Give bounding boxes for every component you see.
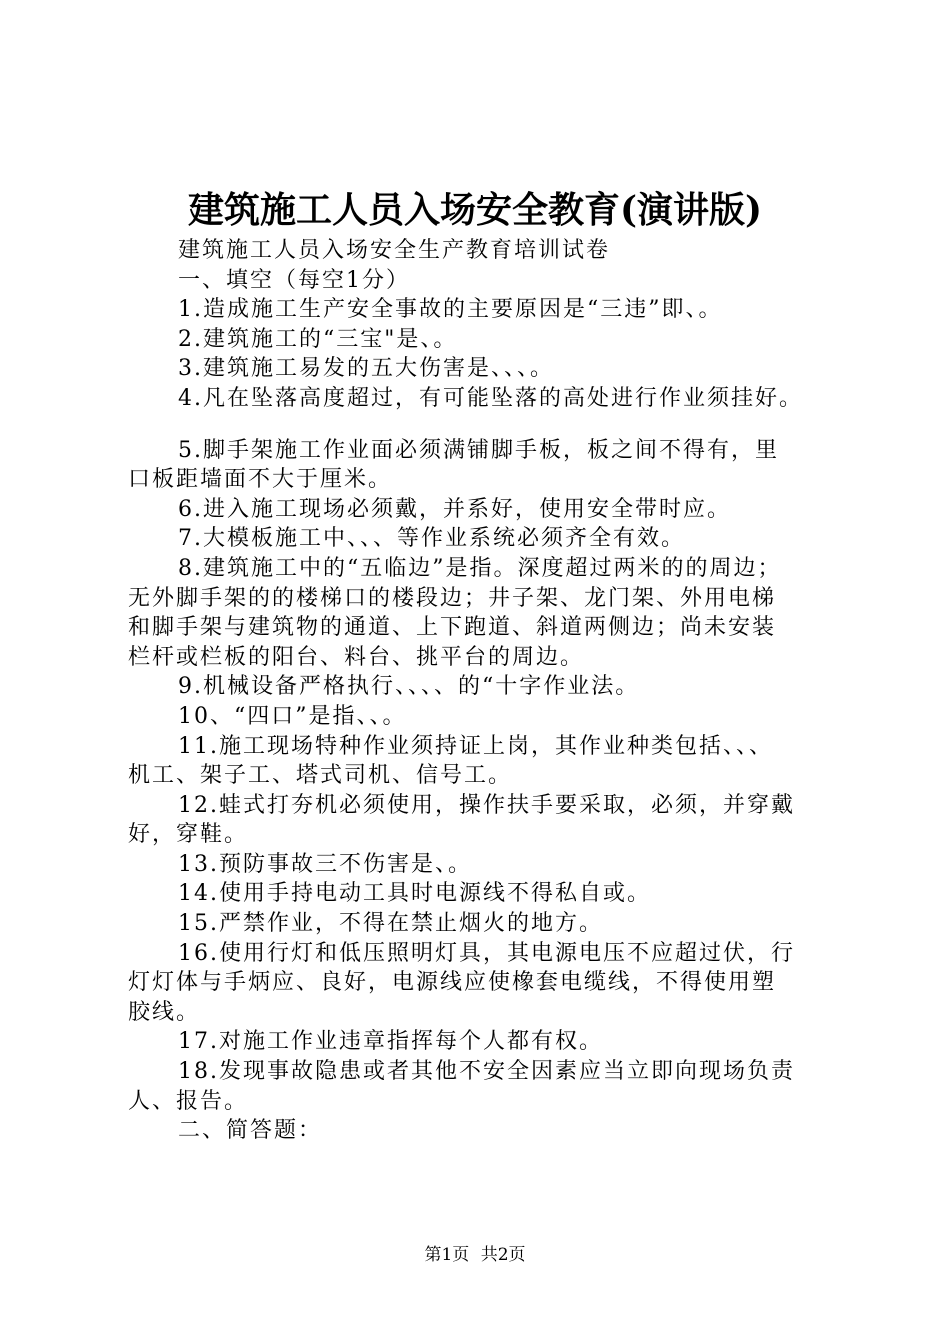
question-16-cont-1: 灯灯体与手炳应、良好，电源线应使橡套电缆线，不得使用塑	[128, 970, 777, 996]
page-footer	[0, 1243, 950, 1267]
question-11-cont: 机工、架子工、塔式司机、信号工。	[128, 763, 513, 789]
question-12-cont: 好，穿鞋。	[128, 822, 249, 848]
question-8-cont-2: 和脚手架与建筑物的通道、上下跑道、斜道两侧边；尚未安装	[128, 615, 777, 641]
question-3: 3.建筑施工易发的五大伤害是、、、。	[178, 356, 554, 382]
section-heading-fill-blank: 一、填空（每空1分）	[178, 267, 410, 293]
question-8: 8.建筑施工中的“五临边”是指。深度超过两米的的周边；	[178, 555, 782, 581]
question-10: 10、“四口”是指、、。	[178, 703, 407, 729]
question-18: 18.发现事故隐患或者其他不安全因素应当立即向现场负责	[178, 1059, 795, 1085]
question-15: 15.严禁作业，不得在禁止烟火的地方。	[178, 911, 603, 937]
page-total: 共2页	[480, 1245, 526, 1265]
question-5: 5.脚手架施工作业面必须满铺脚手板，板之间不得有，里	[178, 437, 779, 463]
question-4: 4.凡在坠落高度超过，有可能坠落的高处进行作业须挂好。	[178, 385, 803, 411]
question-2: 2.建筑施工的“三宝"是、。	[178, 326, 458, 352]
question-7: 7.大模板施工中、、、等作业系统必须齐全有效。	[178, 526, 685, 552]
question-16-cont-2: 胶线。	[128, 999, 201, 1025]
question-8-cont-3: 栏杆或栏板的阳台、料台、挑平台的周边。	[128, 644, 585, 670]
section-heading-short-answer: 二、简答题：	[178, 1118, 323, 1144]
question-12: 12.蛙式打夯机必须使用，操作扶手要采取，必须，并穿戴	[178, 792, 795, 818]
paper-subtitle: 建筑施工人员入场安全生产教育培训试卷	[178, 238, 611, 263]
question-11: 11.施工现场特种作业须持证上岗，其作业种类包括、、、	[178, 733, 773, 759]
document-body	[128, 236, 838, 1146]
question-16: 16.使用行灯和低压照明灯具，其电源电压不应超过伏，行	[178, 940, 795, 966]
page-number: 第1页	[424, 1245, 470, 1265]
paragraph-gap	[128, 414, 838, 436]
question-5-cont: 口板距墙面不大于厘米。	[128, 467, 393, 493]
question-8-cont-1: 无外脚手架的的楼梯口的楼段边；井子架、龙门架、外用电梯	[128, 585, 777, 611]
question-13: 13.预防事故三不伤害是、。	[178, 851, 472, 877]
question-14: 14.使用手持电动工具时电源线不得私自或。	[178, 881, 651, 907]
question-9: 9.机械设备严格执行、、、、的“十字作业法。	[178, 674, 640, 700]
document-title: 建筑施工人员入场安全教育(演讲版)	[187, 189, 763, 231]
question-17: 17.对施工作业违章指挥每个人都有权。	[178, 1029, 603, 1055]
question-6: 6.进入施工现场必须戴，并系好，使用安全带时应。	[178, 496, 731, 522]
question-18-cont: 人、报告。	[128, 1088, 249, 1114]
question-1: 1.造成施工生产安全事故的主要原因是“三违”即、。	[178, 297, 723, 323]
